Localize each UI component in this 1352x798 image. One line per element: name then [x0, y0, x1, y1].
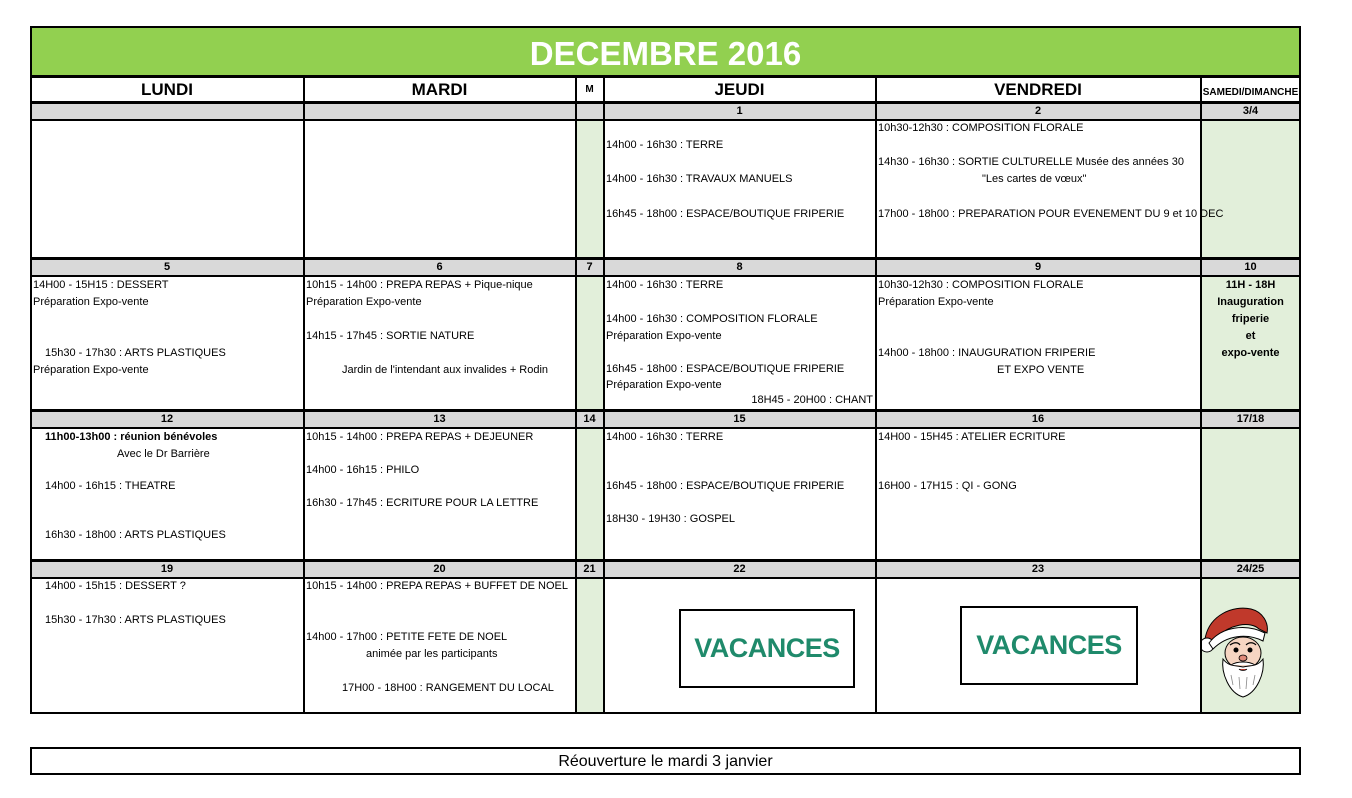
day-number — [30, 102, 304, 120]
day-cell-mardi-13 — [303, 428, 576, 560]
day-number: 7 — [575, 258, 604, 276]
day-cell — [575, 276, 604, 410]
day-number: 19 — [30, 560, 304, 578]
event: 10h30-12h30 : COMPOSITION FLORALE — [878, 122, 1084, 134]
header-mercredi: M — [575, 77, 604, 102]
day-cell-jeudi-15 — [603, 428, 876, 560]
day-number: 5 — [30, 258, 304, 276]
day-number: 23 — [875, 560, 1201, 578]
day-cell — [303, 120, 576, 258]
event: Préparation Expo-vente — [606, 379, 722, 391]
event: 16h30 - 18h00 : ARTS PLASTIQUES — [45, 529, 226, 541]
day-cell-vendredi-23 — [875, 578, 1201, 714]
day-number: 17/18 — [1200, 410, 1301, 428]
day-number: 13 — [303, 410, 576, 428]
event: friperie — [1231, 313, 1270, 325]
event: expo-vente — [1221, 347, 1280, 359]
day-number: 14 — [575, 410, 604, 428]
event: Inauguration — [1217, 296, 1284, 308]
event: 18H30 - 19H30 : GOSPEL — [606, 513, 736, 525]
header-vendredi: VENDREDI — [875, 77, 1201, 102]
event: 14h00 - 16h30 : TERRE — [606, 431, 724, 443]
day-number: 22 — [603, 560, 876, 578]
vacances-label: VACANCES — [679, 609, 855, 688]
event: 16H00 - 17H15 : QI - GONG — [878, 480, 1017, 492]
day-cell — [30, 120, 304, 258]
event: 14h15 - 17h45 : SORTIE NATURE — [306, 330, 475, 342]
day-number: 16 — [875, 410, 1201, 428]
reopening-note: Réouverture le mardi 3 janvier — [30, 747, 1301, 775]
day-number: 9 — [875, 258, 1201, 276]
event: 11h00-13h00 : réunion bénévoles — [45, 431, 218, 443]
day-cell-jeudi-1 — [603, 120, 876, 258]
day-cell-lundi-12 — [30, 428, 304, 560]
event: 14H00 - 15H15 : DESSERT — [33, 279, 169, 291]
day-number: 15 — [603, 410, 876, 428]
day-number — [303, 102, 576, 120]
day-cell — [575, 428, 604, 560]
day-number: 2 — [875, 102, 1201, 120]
day-cell — [575, 578, 604, 714]
day-number: 21 — [575, 560, 604, 578]
event: 10h30-12h30 : COMPOSITION FLORALE — [878, 279, 1084, 291]
day-cell-mardi-6 — [303, 276, 576, 410]
day-number — [575, 102, 604, 120]
day-cell-vendredi-16 — [875, 428, 1201, 560]
event: Préparation Expo-vente — [606, 330, 722, 342]
calendar — [30, 26, 1301, 714]
day-number: 20 — [303, 560, 576, 578]
day-cell-mardi-20 — [303, 578, 576, 714]
header-lundi: LUNDI — [30, 77, 304, 102]
event: Préparation Expo-vente — [33, 296, 149, 308]
event: 14H00 - 15H45 : ATELIER ECRITURE — [878, 431, 1066, 443]
event: 16h45 - 18h00 : ESPACE/BOUTIQUE FRIPERIE — [606, 363, 845, 375]
vacances-label: VACANCES — [960, 606, 1138, 685]
day-cell-jeudi-8 — [603, 276, 876, 410]
day-cell — [1200, 120, 1301, 258]
event: 14h00 - 18h00 : INAUGURATION FRIPERIE — [878, 347, 1096, 359]
header-mardi: MARDI — [303, 77, 576, 102]
day-cell-weekend-10 — [1200, 276, 1301, 410]
event: 17H00 - 18H00 : RANGEMENT DU LOCAL — [342, 682, 554, 694]
day-cell-vendredi-9 — [875, 276, 1201, 410]
day-number: 8 — [603, 258, 876, 276]
event: 11H - 18H — [1225, 279, 1276, 291]
day-number: 1 — [603, 102, 876, 120]
day-number: 12 — [30, 410, 304, 428]
day-cell-jeudi-22 — [603, 578, 876, 714]
event: 14h00 - 15h15 : DESSERT ? — [45, 580, 186, 592]
event: 14h00 - 16h30 : TERRE — [606, 279, 724, 291]
event: Préparation Expo-vente — [306, 296, 422, 308]
event: 17h00 - 18h00 : PREPARATION POUR EVENEMENT DU 9 et 10 DEC — [878, 208, 1224, 220]
day-number: 24/25 — [1200, 560, 1301, 578]
event: Préparation Expo-vente — [878, 296, 994, 308]
event: Avec le Dr Barrière — [117, 448, 210, 460]
day-cell — [575, 120, 604, 258]
event: 10h15 - 14h00 : PREPA REPAS + Pique-nique — [306, 279, 533, 291]
event: 14h30 - 16h30 : SORTIE CULTURELLE Musée des années 30 — [878, 156, 1184, 168]
event: Jardin de l'intendant aux invalides + Rodin — [342, 364, 549, 376]
day-cell — [1200, 428, 1301, 560]
day-cell-weekend-24-25 — [1200, 578, 1301, 714]
event: 16h45 - 18h00 : ESPACE/BOUTIQUE FRIPERIE — [606, 208, 845, 220]
event: 14h00 - 16h15 : THEATRE — [45, 480, 176, 492]
event: 14h00 - 16h30 : COMPOSITION FLORALE — [606, 313, 818, 325]
day-cell-vendredi-2 — [875, 120, 1224, 258]
event: 15h30 - 17h30 : ARTS PLASTIQUES — [45, 347, 226, 359]
event: 18H45 - 20H00 : CHANT — [751, 394, 873, 406]
event: ET EXPO VENTE — [997, 364, 1085, 376]
day-number: 6 — [303, 258, 576, 276]
event: Préparation Expo-vente — [33, 364, 149, 376]
event: animée par les participants — [366, 648, 498, 660]
day-cell-lundi-19 — [30, 578, 304, 714]
event: 14h00 - 16h30 : TRAVAUX MANUELS — [606, 173, 793, 185]
event: 14h00 - 16h15 : PHILO — [306, 464, 420, 476]
event: 14h00 - 16h30 : TERRE — [606, 139, 724, 151]
header-weekend: SAMEDI/DIMANCHE — [1200, 77, 1301, 102]
santa-claus-icon — [1200, 603, 1273, 699]
day-number: 10 — [1200, 258, 1301, 276]
event: 16h30 - 17h45 : ECRITURE POUR LA LETTRE — [306, 497, 539, 509]
event: 14h00 - 17h00 : PETITE FETE DE NOEL — [306, 631, 508, 643]
header-jeudi: JEUDI — [603, 77, 876, 102]
event: 10h15 - 14h00 : PREPA REPAS + BUFFET DE NOEL — [306, 580, 568, 592]
event: 15h30 - 17h30 : ARTS PLASTIQUES — [45, 614, 226, 626]
event: et — [1245, 330, 1256, 342]
calendar-title: DECEMBRE 2016 — [30, 26, 1301, 77]
day-cell-lundi-5 — [30, 276, 304, 410]
event: "Les cartes de vœux" — [982, 173, 1087, 185]
event: 10h15 - 14h00 : PREPA REPAS + DEJEUNER — [306, 431, 534, 443]
event: 16h45 - 18h00 : ESPACE/BOUTIQUE FRIPERIE — [606, 480, 845, 492]
day-number: 3/4 — [1200, 102, 1301, 120]
